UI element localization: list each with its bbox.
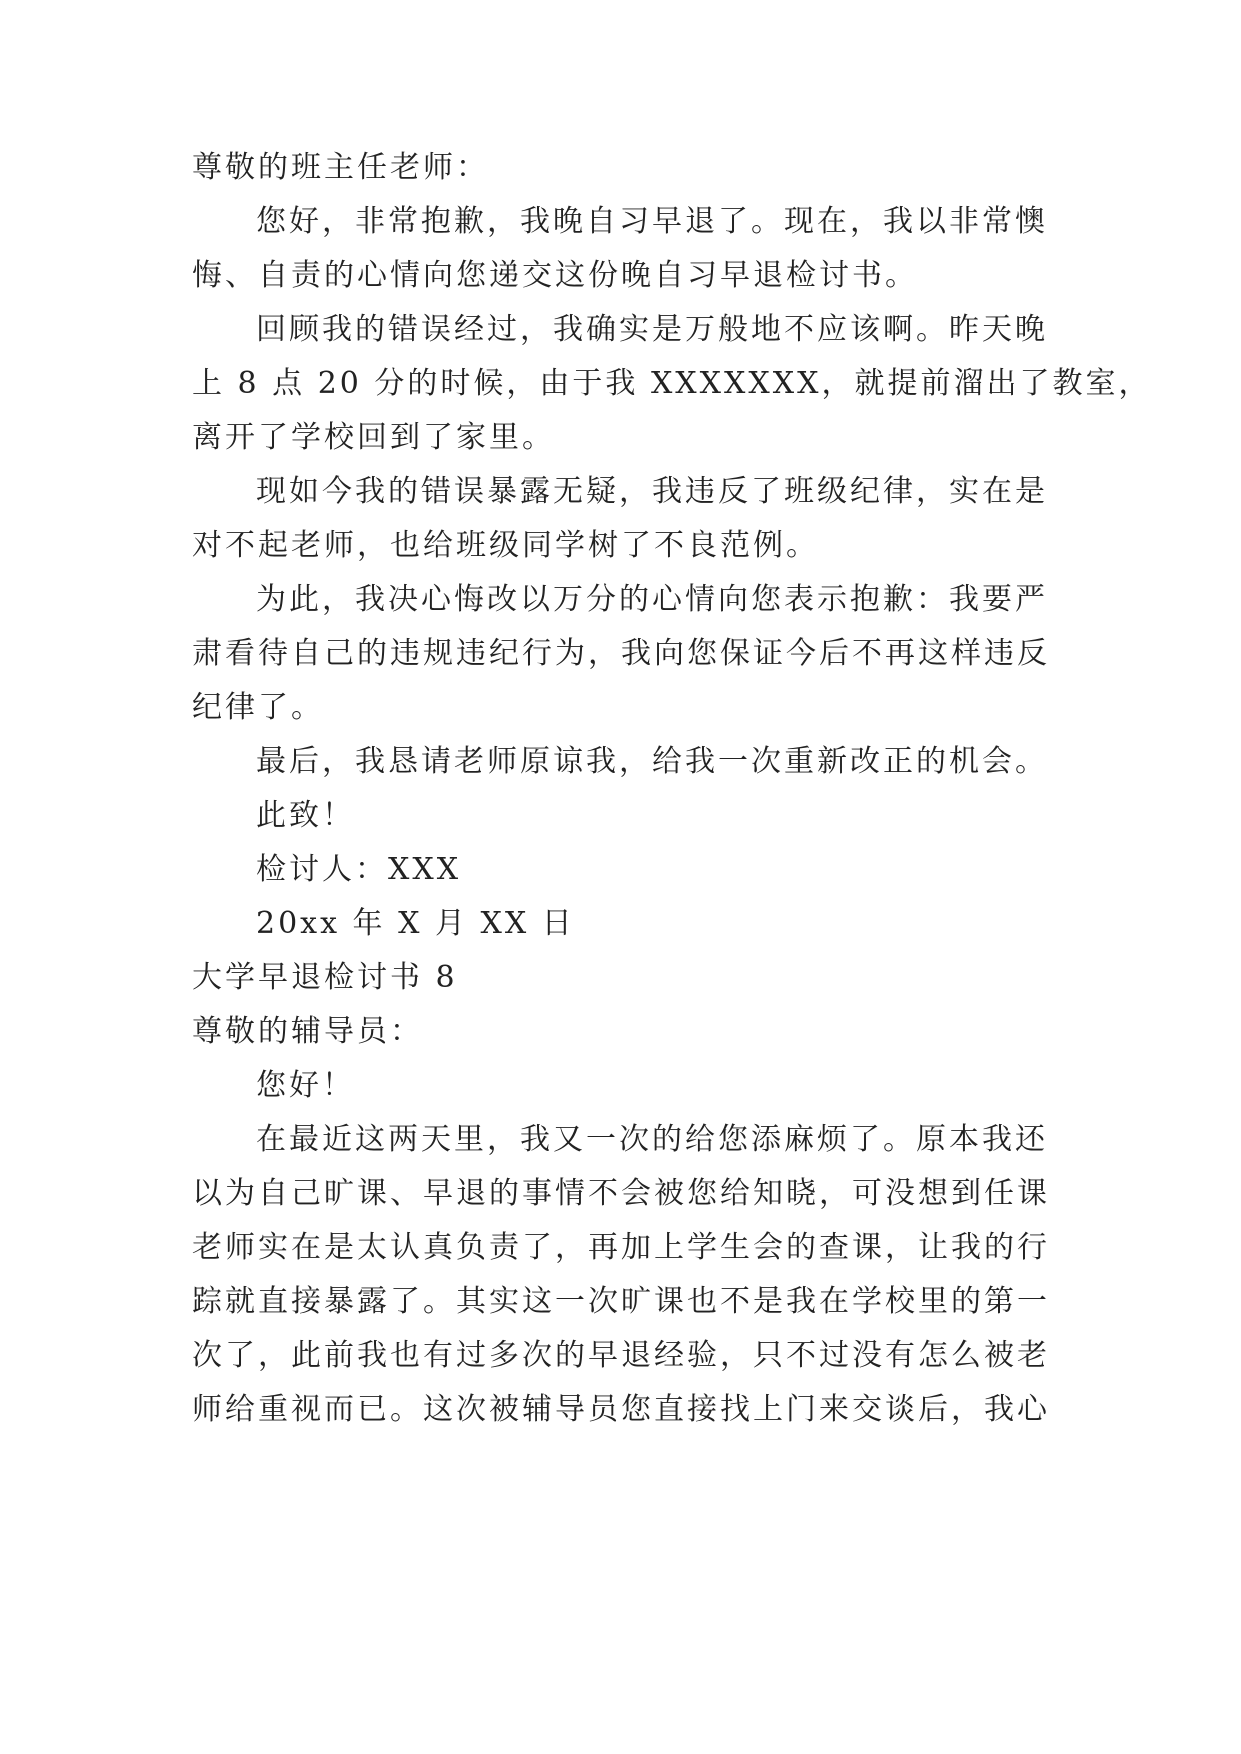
paragraph-line: 回顾我的错误经过，我确实是万般地不应该啊。昨天晚 <box>256 312 1048 347</box>
date: 20xx 年 X 月 XX 日 <box>256 906 575 941</box>
paragraph-line: 现如今我的错误暴露无疑，我违反了班级纪律，实在是 <box>256 474 1048 509</box>
paragraph-line: 您好，非常抱歉，我晚自习早退了。现在，我以非常懊 <box>256 204 1048 239</box>
paragraph-line: 最后，我恳请老师原谅我，给我一次重新改正的机会。 <box>256 744 1048 779</box>
paragraph-line: 踪就直接暴露了。其实这一次旷课也不是我在学校里的第一 <box>192 1284 1050 1319</box>
salutation: 尊敬的班主任老师： <box>192 150 489 185</box>
paragraph-line: 纪律了。 <box>192 690 324 725</box>
paragraph-line: 悔、自责的心情向您递交这份晚自习早退检讨书。 <box>192 258 918 293</box>
paragraph-line: 离开了学校回到了家里。 <box>192 420 555 455</box>
paragraph-line: 上 8 点 20 分的时候，由于我 XXXXXXX，就提前溜出了教室， <box>192 366 1152 401</box>
paragraph-line: 师给重视而已。这次被辅导员您直接找上门来交谈后，我心 <box>192 1392 1050 1427</box>
section-title: 大学早退检讨书 8 <box>192 960 458 995</box>
salutation: 尊敬的辅导员： <box>192 1014 423 1049</box>
signer: 检讨人：XXX <box>256 852 462 887</box>
paragraph-line: 老师实在是太认真负责了，再加上学生会的查课，让我的行 <box>192 1230 1050 1265</box>
greeting: 您好！ <box>256 1068 355 1103</box>
closing: 此致！ <box>256 798 355 833</box>
paragraph-line: 在最近这两天里，我又一次的给您添麻烦了。原本我还 <box>256 1122 1048 1157</box>
paragraph-line: 以为自己旷课、早退的事情不会被您给知晓，可没想到任课 <box>192 1176 1050 1211</box>
paragraph-line: 次了，此前我也有过多次的早退经验，只不过没有怎么被老 <box>192 1338 1050 1373</box>
paragraph-line: 为此，我决心悔改以万分的心情向您表示抱歉：我要严 <box>256 582 1048 617</box>
paragraph-line: 肃看待自己的违规违纪行为，我向您保证今后不再这样违反 <box>192 636 1050 671</box>
paragraph-line: 对不起老师，也给班级同学树了不良范例。 <box>192 528 819 563</box>
